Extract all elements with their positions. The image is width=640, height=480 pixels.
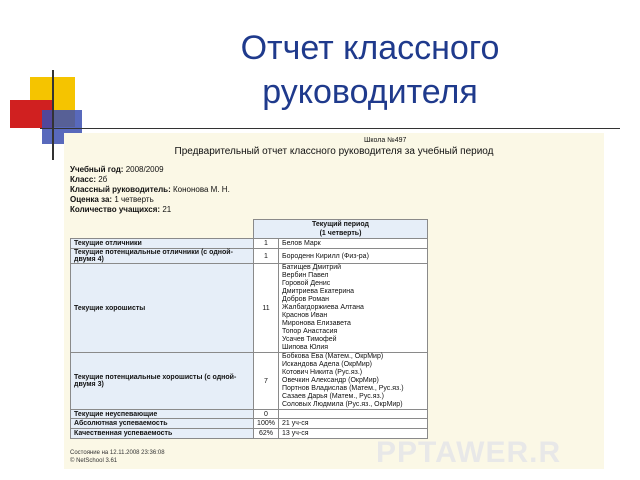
student-name: Портнов Владислав (Матем., Рус.яз.) [282,385,404,392]
table-row [71,264,428,353]
decor-vertical-line [52,70,54,160]
row-students [279,410,428,419]
table-row [71,239,428,249]
row-count: 0 [254,410,279,419]
info-label: Оценка за: [70,195,113,204]
row-students [279,419,428,429]
info-label: Учебный год: [70,165,124,174]
row-count: 11 [254,264,279,353]
row-count: 1 [254,239,279,249]
student-name: Топор Анастасия [282,328,338,335]
student-name: Сазаев Дарья (Матем., Рус.яз.) [282,393,384,400]
row-students [279,239,428,249]
info-value: 2б [98,175,108,184]
table-header-row [71,220,428,239]
student-name: Жалбагдоржиева Алтана [282,304,364,311]
row-students [279,353,428,410]
slide-title: Отчет классного руководителя [240,29,500,111]
decor-horizontal-line [40,128,620,129]
student-name: Краснов Иван [282,312,328,319]
table-row [71,419,428,429]
row-label: Абсолютная успеваемость [71,419,254,429]
student-name: Батищев Дмитрий [282,264,342,271]
row-label: Текущие потенциальные хорошисты (с одной-двумя 3) [71,353,254,410]
footer-software: © NetSchool 3.61 [70,458,118,464]
info-line [70,175,230,185]
footer-timestamp: Состояние на 12.11.2008 23:36:08 [70,450,165,456]
school-name: Школа №497 [364,137,407,144]
student-name: Дмитриева Екатерина [282,288,355,295]
row-label: Текущие потенциальные отличники (с одной-двумя 4) [71,249,254,264]
info-label: Количество учащихся: [70,205,161,214]
report-title: Предварительный отчет классного руководителя за учебный период [174,146,494,157]
report-info [70,165,230,215]
table-row [71,249,428,264]
info-line [70,185,230,195]
info-value: 21 [162,205,172,214]
student-name: 21 уч-ся [282,420,309,427]
table-row [71,429,428,439]
student-name [282,410,424,418]
student-name: Усачев Тимофей [282,336,337,343]
row-label: Текущие отличники [71,239,254,249]
student-name: Добров Роман [282,296,329,303]
student-name: Искандова Адела (ОкрМир) [282,361,372,368]
student-name: Бороденн Кирилл (Физ-ра) [282,252,369,260]
report-footer [70,449,165,465]
watermark: PPTAWER.R [376,436,562,469]
report-document [64,133,604,469]
report-table [70,219,428,439]
student-name: Соловых Людмила (Рус.яз., ОкрМир) [282,401,403,408]
row-students [279,249,428,264]
student-name: Шипова Юлия [282,344,329,351]
row-label: Текущие хорошисты [71,264,254,353]
period-header-title: Текущий период [311,221,369,228]
table-row [71,353,428,410]
row-count: 62% [254,429,279,439]
row-students [279,264,428,353]
info-value: 2008/2009 [125,165,164,174]
row-label: Качественная успеваемость [71,429,254,439]
row-count: 7 [254,353,279,410]
period-header-subtitle: (1 четверть) [319,230,362,237]
header-blank-cell [71,220,254,239]
period-header [254,220,428,239]
student-name: Миронова Елизавета [282,320,351,327]
info-line [70,165,230,175]
table-row [71,410,428,419]
student-name: Белов Марк [282,240,321,247]
student-name: Бобкова Ева (Матем., ОкрМир) [282,353,384,360]
student-name: Вербин Павел [282,272,329,279]
info-value: Кононова М. Н. [173,185,230,194]
row-count: 1 [254,249,279,264]
info-label: Класс: [70,175,96,184]
student-name: Овечкин Александр (ОкрМир) [282,377,379,384]
info-label: Классный руководитель: [70,185,171,194]
student-name: Котович Никита (Рус.яз.) [282,369,363,376]
info-value: 1 четверть [114,195,154,204]
student-name: 13 уч-ся [282,430,309,437]
row-count: 100% [254,419,279,429]
info-line [70,205,230,215]
student-name: Горовой Денис [282,280,331,287]
info-line [70,195,230,205]
row-label: Текущие неуспевающие [71,410,254,419]
